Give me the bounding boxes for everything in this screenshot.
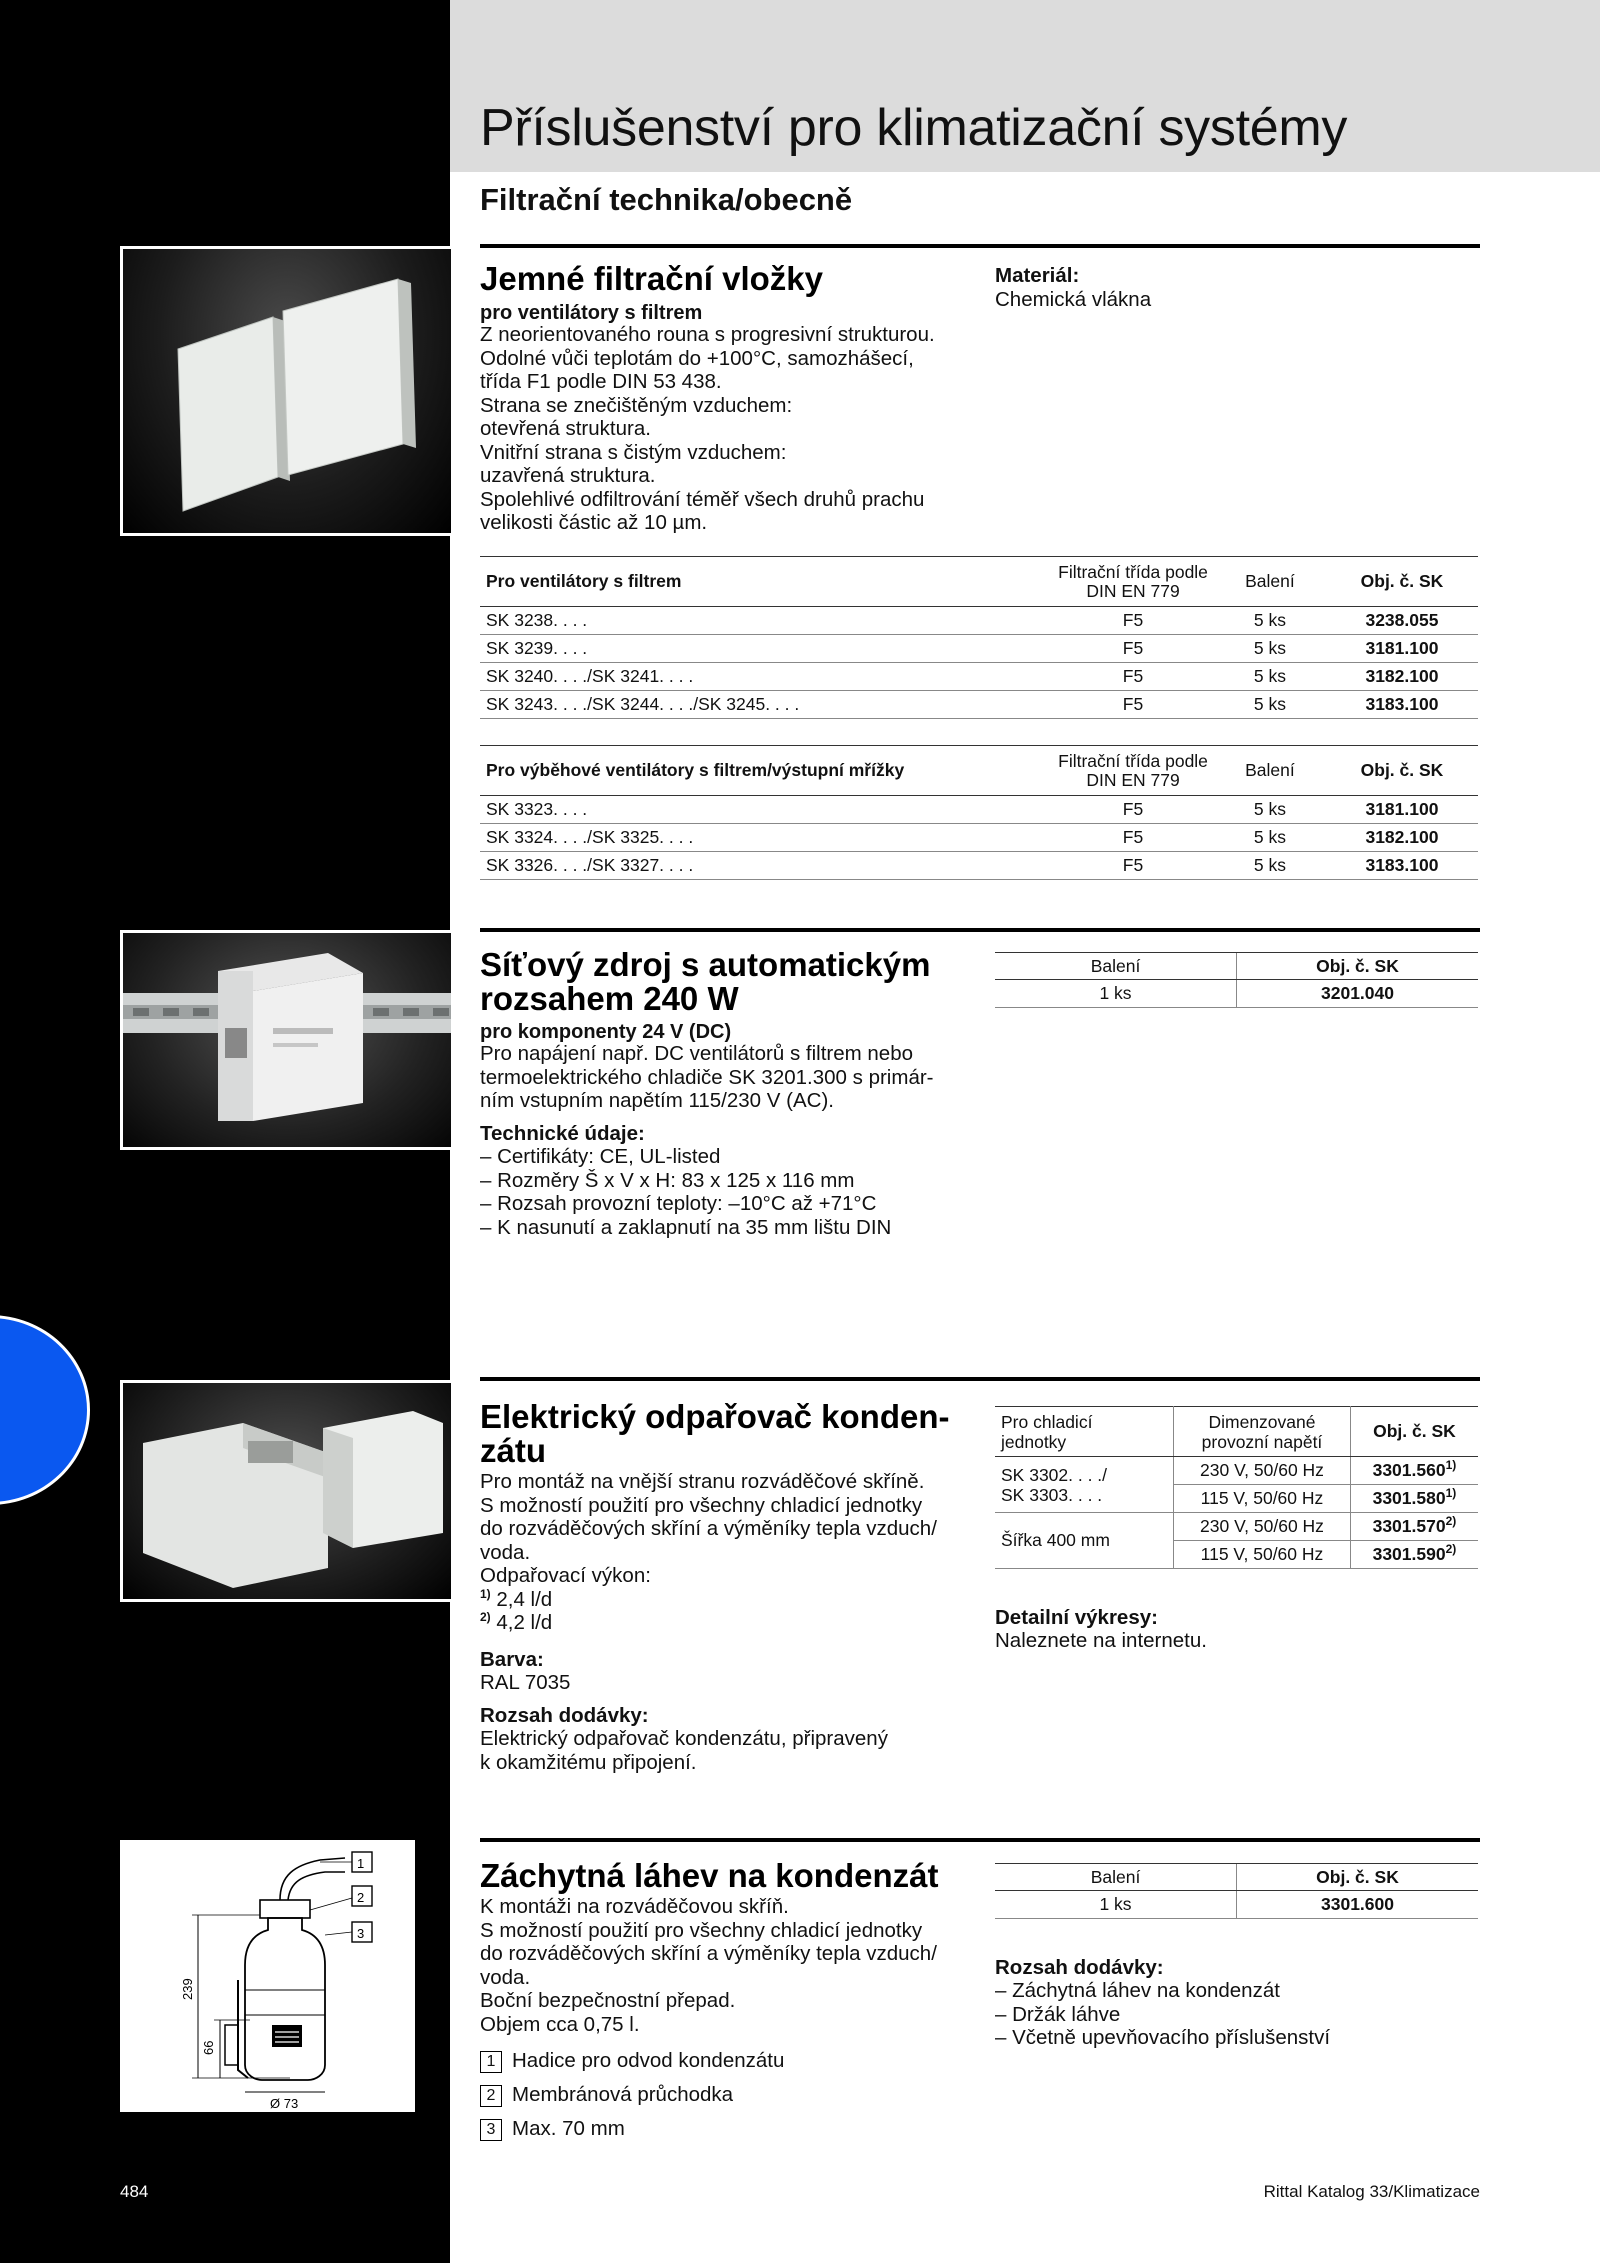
- table-row: 1 ks 3301.600: [995, 1891, 1478, 1919]
- bottle-technical-drawing: [120, 1840, 415, 2112]
- material-label: Materiál:: [995, 264, 1080, 287]
- product-title: Záchytná láhev na kondenzát: [480, 1857, 939, 1894]
- table-row: 115 V, 50/60 Hz 3301.590$^{2)}$: [995, 1541, 1478, 1569]
- power-supply-image: [120, 930, 454, 1150]
- scope-label: Rozsah dodávky:: [995, 1956, 1164, 1979]
- page-subtitle: Filtrační technika/obecně: [480, 182, 853, 217]
- product-description: Pro napájení např. DC ventilátorů s filtrem nebo termoelektrického chladiče SK 3201.300 s primár- ním vstupním napětím 115/230 V (AC).: [480, 1042, 934, 1112]
- section-rule: [480, 1838, 1480, 1842]
- output-value: $^{2)}$ 4,2 l/d: [480, 1610, 553, 1634]
- scope-label: Rozsah dodávky:: [480, 1704, 649, 1727]
- product-subtitle: pro ventilátory s filtrem: [480, 302, 703, 324]
- callout-1: 1: [357, 1856, 365, 1871]
- legend-item: 2 Membránová průchodka: [480, 2078, 784, 2112]
- product-title: Elektrický odpařovač konden- zátu: [480, 1398, 950, 1469]
- color-value: RAL 7035: [480, 1671, 571, 1694]
- footer-catalog: Rittal Katalog 33/Klimatizace: [1263, 2182, 1480, 2201]
- dim-lower-label: 66: [201, 2040, 216, 2055]
- table-row: SK 3326. . . ./SK 3327. . . . F5 5 ks 3183.100: [480, 852, 1478, 880]
- evaporator-table: [995, 1406, 1478, 1569]
- table-header: Obj. č. SK: [1326, 557, 1478, 607]
- table-header: Pro chladicí jednotky: [995, 1407, 1174, 1457]
- legend-item: 1 Hadice pro odvod kondenzátu: [480, 2044, 784, 2078]
- list-item: – Certifikáty: CE, UL-listed: [480, 1145, 721, 1168]
- drawings-label: Detailní výkresy:: [995, 1606, 1158, 1629]
- page-title: Příslušenství pro klimatizační systémy: [480, 99, 1348, 157]
- table-row: SK 3324. . . ./SK 3325. . . . F5 5 ks 3182.100: [480, 824, 1478, 852]
- evaporator-image: [120, 1380, 454, 1602]
- list-item: – Rozsah provozní teploty: –10°C až +71°C: [480, 1192, 877, 1215]
- evaporator-illustration: [123, 1383, 454, 1602]
- scope-list: [995, 1979, 1330, 2050]
- product-description: Z neorientovaného rouna s progresivní strukturou. Odolné vůči teplotám do +100°C, samozhášecí, třída F1 podle DIN 53 438. Strana se znečištěným vzduchem: otevřená struktura. Vnitřní strana s čistým vzduchem: uzavřená struktura. Spolehlivé odfiltrování téměř všech druhů prachu velikosti částic až 10 µm.: [480, 323, 935, 534]
- product-title: Síťový zdroj s automatickým rozsahem 240 W: [480, 946, 931, 1017]
- table-row: SK 3302. . . ./ SK 3303. . . . 230 V, 50/60 Hz 3301.560$^{1)}$: [995, 1457, 1478, 1485]
- filter-mats-illustration: [123, 249, 454, 536]
- power-supply-table: [995, 952, 1478, 1008]
- table-row: SK 3243. . . ./SK 3244. . . ./SK 3245. . . . F5 5 ks 3183.100: [480, 691, 1478, 719]
- product-description: Pro montáž na vnější stranu rozváděčové skříně. S možností použití pro všechny chladicí jednotky do rozváděčových skříní a výměníky tepla vzduch/ voda. Odpařovací výkon: $^{1)}$ 2,4 l/d $^{2)}$ 4,2 l/d: [480, 1470, 937, 1634]
- dim-diameter-label: Ø 73: [270, 2096, 299, 2111]
- filter-mats-image: [120, 246, 454, 536]
- list-item: – Včetně upevňovacího příslušenství: [995, 2026, 1331, 2049]
- unit-group: Šířka 400 mm: [995, 1513, 1174, 1569]
- bottle-drawing: [120, 1840, 415, 2112]
- list-item: – K nasunutí a zaklapnutí na 35 mm lištu DIN: [480, 1215, 892, 1239]
- list-item: – Záchytná láhev na kondenzát: [995, 1979, 1280, 2002]
- table-header: Obj. č. SK: [1237, 1864, 1479, 1891]
- table-header: Obj. č. SK: [1350, 1407, 1478, 1457]
- color-label: Barva:: [480, 1648, 544, 1671]
- callout-2: 2: [357, 1890, 365, 1905]
- table-row: SK 3238. . . . F5 5 ks 3238.055: [480, 607, 1478, 635]
- output-value: $^{1)}$ 2,4 l/d: [480, 1586, 553, 1611]
- tech-data-list: [480, 1145, 891, 1239]
- page-number: 484: [120, 2182, 149, 2201]
- table-row: 115 V, 50/60 Hz 3301.580$^{1)}$: [995, 1485, 1478, 1513]
- section-rule: [480, 244, 1480, 248]
- bottle-table: [995, 1863, 1478, 1919]
- table-header: Filtrační třída podle DIN EN 779: [1052, 557, 1214, 607]
- table-row: SK 3239. . . . F5 5 ks 3181.100: [480, 635, 1478, 663]
- table-row: Šířka 400 mm 230 V, 50/60 Hz 3301.570$^{2)}$: [995, 1513, 1478, 1541]
- scope-text: Elektrický odpařovač kondenzátu, připravený k okamžitému připojení.: [480, 1727, 888, 1774]
- table-row: SK 3240. . . ./SK 3241. . . . F5 5 ks 3182.100: [480, 663, 1478, 691]
- product-title: Jemné filtrační vložky: [480, 260, 823, 297]
- list-item: – Držák láhve: [995, 2002, 1121, 2026]
- legend-item: 3 Max. 70 mm: [480, 2112, 784, 2146]
- section-rule: [480, 1377, 1480, 1381]
- table-header: Filtrační třída podle DIN EN 779: [1052, 746, 1214, 796]
- callout-3: 3: [357, 1926, 365, 1941]
- material-value: Chemická vlákna: [995, 288, 1152, 311]
- list-item: – Rozměry Š x V x H: 83 x 125 x 116 mm: [480, 1168, 855, 1192]
- table-header: Pro výběhové ventilátory s filtrem/výstupní mřížky: [480, 746, 1052, 796]
- unit-group: SK 3302. . . ./ SK 3303. . . .: [995, 1457, 1174, 1513]
- filter-table-2: [480, 745, 1478, 880]
- section-rule: [480, 928, 1480, 932]
- dim-height-label: 239: [180, 1978, 195, 2000]
- table-header: Balení: [995, 953, 1237, 980]
- table-row: 1 ks 3201.040: [995, 980, 1478, 1008]
- table-header: Pro ventilátory s filtrem: [480, 557, 1052, 607]
- table-row: SK 3323. . . . F5 5 ks 3181.100: [480, 796, 1478, 824]
- product-description: K montáži na rozváděčovou skříň. S možností použití pro všechny chladicí jednotky do rozváděčových skříní a výměníky tepla vzduch/ voda. Boční bezpečnostní přepad. Objem cca 0,75 l.: [480, 1895, 937, 2036]
- power-supply-illustration: [123, 933, 454, 1150]
- table-header: Obj. č. SK: [1326, 746, 1478, 796]
- drawings-value: Naleznete na internetu.: [995, 1629, 1207, 1652]
- table-header: Balení: [1214, 746, 1326, 796]
- table-header: Balení: [995, 1864, 1237, 1891]
- table-header: Obj. č. SK: [1237, 953, 1479, 980]
- legend-list: [480, 2044, 784, 2146]
- filter-table-1: [480, 556, 1478, 719]
- table-header: Balení: [1214, 557, 1326, 607]
- table-header: Dimenzované provozní napětí: [1174, 1407, 1351, 1457]
- tech-data-label: Technické údaje:: [480, 1122, 645, 1145]
- product-subtitle: pro komponenty 24 V (DC): [480, 1021, 732, 1043]
